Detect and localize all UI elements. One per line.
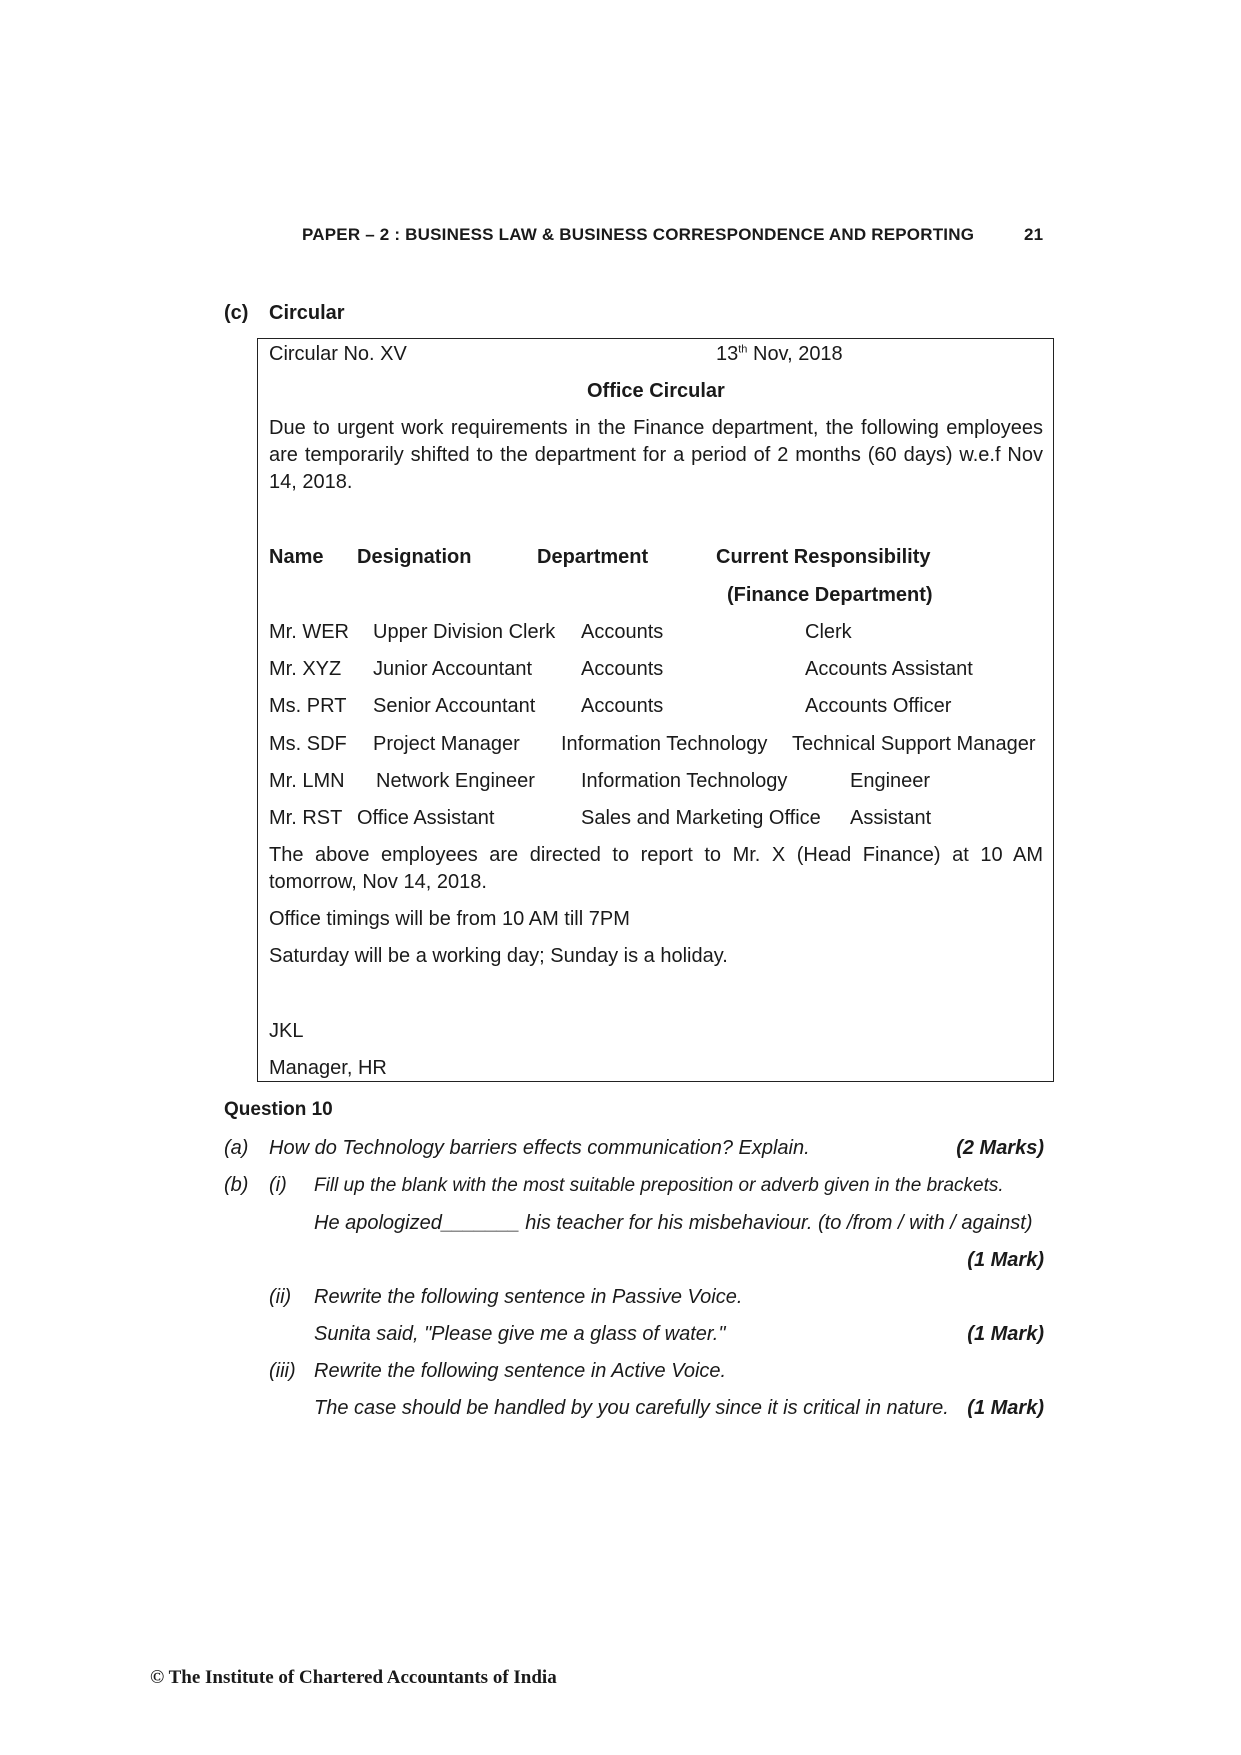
cell-name: Mr. LMN — [269, 770, 345, 792]
question-b-ii-sentence: Sunita said, "Please give me a glass of water." — [314, 1323, 726, 1345]
circular-title: Office Circular — [587, 380, 725, 402]
header-responsibility: Current Responsibility — [716, 546, 931, 568]
cell-designation: Senior Accountant — [373, 695, 536, 717]
copyright-footer: © The Institute of Chartered Accountants of India — [150, 1667, 557, 1688]
question-b-ii-label: (ii) — [269, 1286, 292, 1308]
cell-name: Ms. SDF — [269, 733, 347, 755]
cell-department: Information Technology — [561, 733, 768, 755]
cell-designation: Project Manager — [373, 733, 520, 755]
cell-name: Mr. RST — [269, 807, 343, 829]
report-instruction: The above employees are directed to report to Mr. X (Head Finance) at 10 AM tomorrow, Nov 14, 2018. — [269, 844, 1043, 893]
question-b-iii-marks: (1 Mark) — [967, 1397, 1044, 1419]
question-b-label: (b) — [224, 1174, 249, 1196]
question-b-iii-sentence: The case should be handled by you carefully since it is critical in nature. — [314, 1397, 949, 1419]
cell-department: Information Technology — [581, 770, 788, 792]
signatory-name: JKL — [269, 1020, 304, 1042]
question-b-iii-text: Rewrite the following sentence in Active Voice. — [314, 1360, 727, 1382]
cell-responsibility: Accounts Assistant — [805, 658, 973, 680]
question-b-ii-marks: (1 Mark) — [967, 1323, 1044, 1345]
question-b-i-marks: (1 Mark) — [967, 1249, 1044, 1271]
header-department: Department — [537, 546, 649, 568]
cell-name: Ms. PRT — [269, 695, 347, 717]
cell-name: Mr. WER — [269, 621, 349, 643]
question-heading: Question 10 — [224, 1099, 333, 1120]
cell-responsibility: Technical Support Manager — [792, 733, 1036, 755]
cell-department: Accounts — [581, 621, 664, 643]
circular-number: Circular No. XV — [269, 343, 407, 365]
cell-responsibility: Accounts Officer — [805, 695, 952, 717]
question-a-marks: (2 Marks) — [956, 1137, 1044, 1159]
header-name: Name — [269, 546, 324, 568]
cell-designation: Network Engineer — [376, 770, 535, 792]
cell-responsibility: Engineer — [850, 770, 931, 792]
cell-designation: Junior Accountant — [373, 658, 532, 680]
cell-designation: Office Assistant — [357, 807, 495, 829]
question-b-ii-text: Rewrite the following sentence in Passive Voice. — [314, 1286, 743, 1308]
circular-date: 13th Nov, 2018 — [716, 343, 843, 365]
header-designation: Designation — [357, 546, 472, 568]
cell-department: Sales and Marketing Office — [581, 807, 821, 829]
section-heading: Circular — [269, 302, 345, 324]
question-b-iii-label: (iii) — [269, 1360, 296, 1382]
page-number: 21 — [1024, 225, 1044, 244]
question-b-i-label: (i) — [269, 1174, 287, 1196]
signatory-title: Manager, HR — [269, 1057, 387, 1079]
cell-name: Mr. XYZ — [269, 658, 342, 680]
working-days: Saturday will be a working day; Sunday is a holiday. — [269, 945, 728, 967]
cell-responsibility: Clerk — [805, 621, 852, 643]
header-responsibility-sub: (Finance Department) — [727, 584, 933, 606]
cell-designation: Upper Division Clerk — [373, 621, 556, 643]
cell-responsibility: Assistant — [850, 807, 932, 829]
question-b-i-sentence: He apologized_______ his teacher for his misbehaviour. (to /from / with / against) — [314, 1212, 1033, 1234]
office-timings: Office timings will be from 10 AM till 7PM — [269, 908, 630, 930]
circular-intro: Due to urgent work requirements in the Finance department, the following employees are temporarily shifted to the department for a period of 2 months (60 days) w.e.f Nov 14, 2018. — [269, 417, 1043, 493]
question-b-i-text: Fill up the blank with the most suitable preposition or adverb given in the brackets. — [314, 1175, 1004, 1196]
section-label: (c) — [224, 302, 249, 324]
cell-department: Accounts — [581, 658, 664, 680]
running-header: PAPER – 2 : BUSINESS LAW & BUSINESS CORRESPONDENCE AND REPORTING — [302, 225, 975, 244]
question-a-text: How do Technology barriers effects communication? Explain. — [269, 1137, 810, 1159]
question-a-label: (a) — [224, 1137, 249, 1159]
cell-department: Accounts — [581, 695, 664, 717]
